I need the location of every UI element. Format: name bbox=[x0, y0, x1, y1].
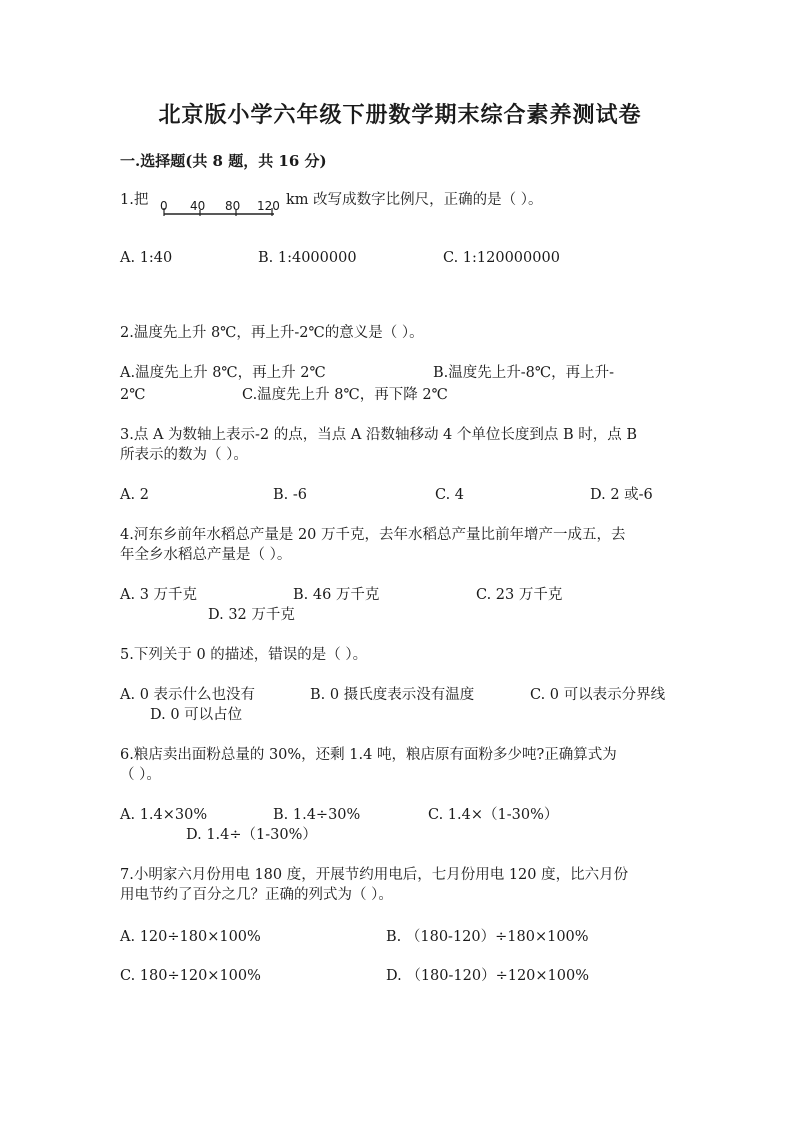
q5-option-a: A. 0 表示什么也没有 bbox=[120, 687, 256, 703]
q1-suffix: km 改写成数字比例尺，正确的是（ ）。 bbox=[286, 192, 543, 208]
q1-option-b: B. 1:4000000 bbox=[258, 250, 357, 266]
q6-text-line2: （ ）。 bbox=[120, 767, 161, 783]
q5-option-d: D. 0 可以占位 bbox=[150, 707, 243, 723]
q5-option-c: C. 0 可以表示分界线 bbox=[530, 687, 666, 703]
q2-option-b-cont: 2℃ bbox=[120, 387, 146, 403]
q4-option-a: A. 3 万千克 bbox=[120, 587, 198, 603]
q6-option-a: A. 1.4×30% bbox=[120, 807, 208, 823]
q6-option-b: B. 1.4÷30% bbox=[273, 807, 361, 823]
q7-option-d: D. （180-120）÷120×100% bbox=[386, 968, 590, 984]
q5-text: 5.下列关于 0 的描述，错误的是（ ）。 bbox=[120, 647, 368, 663]
q3-option-d: D. 2 或-6 bbox=[590, 487, 653, 503]
scale-tick-0: 0 bbox=[160, 199, 168, 213]
q5-option-b: B. 0 摄氏度表示没有温度 bbox=[310, 687, 475, 703]
q7-option-c: C. 180÷120×100% bbox=[120, 968, 261, 984]
q4-text-line2: 年全乡水稻总产量是（ ）。 bbox=[120, 547, 292, 563]
q7-option-a: A. 120÷180×100% bbox=[120, 929, 261, 945]
q3-option-b: B. -6 bbox=[273, 487, 307, 503]
q3-text-line1: 3.点 A 为数轴上表示-2 的点，当点 A 沿数轴移动 4 个单位长度到点 B 时，点 B bbox=[120, 427, 638, 443]
q6-option-c: C. 1.4×（1-30%） bbox=[428, 807, 559, 823]
page-title: 北京版小学六年级下册数学期末综合素养测试卷 bbox=[158, 102, 642, 128]
q4-option-d: D. 32 万千克 bbox=[208, 607, 295, 623]
q6-text-line1: 6.粮店卖出面粉总量的 30%，还剩 1.4 吨，粮店原有面粉多少吨?正确算式为 bbox=[120, 747, 617, 763]
section-heading-choice: 一.选择题(共 8 题，共 16 分) bbox=[120, 152, 327, 170]
q4-option-c: C. 23 万千克 bbox=[476, 587, 563, 603]
q1-option-c: C. 1:120000000 bbox=[443, 250, 560, 266]
q7-text-line2: 用电节约了百分之几？正确的列式为（ ）。 bbox=[120, 887, 393, 903]
scale-tick-80: 80 bbox=[225, 199, 241, 213]
q4-text-line1: 4.河东乡前年水稻总产量是 20 万千克，去年水稻总产量比前年增产一成五，去 bbox=[120, 527, 626, 543]
q1-prefix: 1.把 bbox=[120, 192, 149, 208]
q2-option-a: A.温度先上升 8℃，再上升 2℃ bbox=[120, 365, 326, 381]
q3-option-a: A. 2 bbox=[120, 487, 149, 503]
q3-text-line2: 所表示的数为（ ）。 bbox=[120, 447, 248, 463]
scale-tick-120: 120 bbox=[257, 199, 280, 213]
q2-option-c: C.温度先上升 8℃，再下降 2℃ bbox=[242, 387, 448, 403]
q3-option-c: C. 4 bbox=[435, 487, 465, 503]
q1-option-a: A. 1:40 bbox=[120, 250, 173, 266]
q7-text-line1: 7.小明家六月份用电 180 度，开展节约用电后，七月份用电 120 度，比六月份 bbox=[120, 867, 629, 883]
scale-tick-40: 40 bbox=[190, 199, 206, 213]
q4-option-b: B. 46 万千克 bbox=[293, 587, 380, 603]
q2-option-b: B.温度先上升-8℃，再上升- bbox=[433, 365, 615, 381]
q7-option-b: B. （180-120）÷180×100% bbox=[386, 929, 589, 945]
q2-text: 2.温度先上升 8℃，再上升-2℃的意义是（ ）。 bbox=[120, 325, 424, 341]
q6-option-d: D. 1.4÷（1-30%） bbox=[186, 827, 317, 843]
